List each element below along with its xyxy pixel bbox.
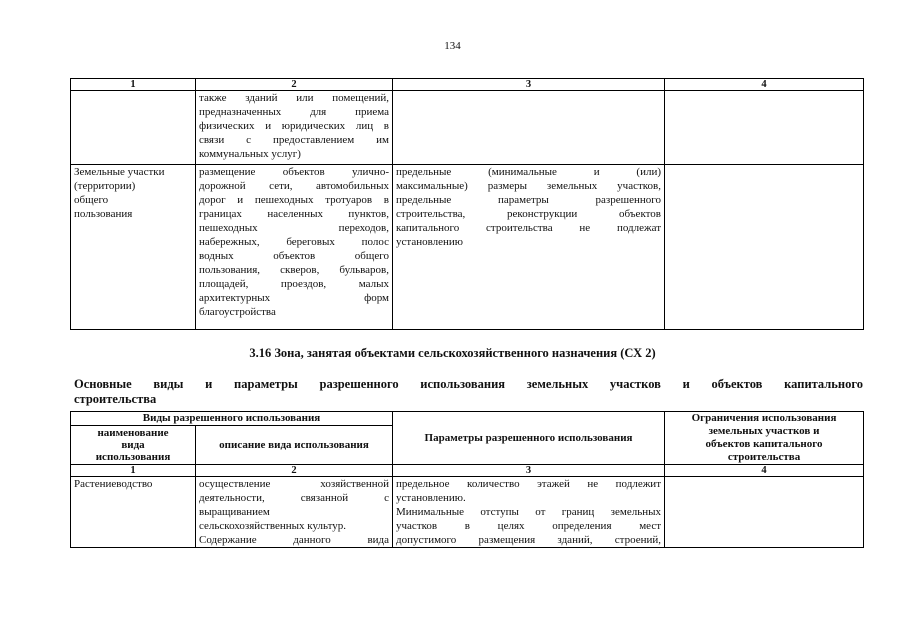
header-group: Виды разрешенного использования xyxy=(71,412,393,426)
header-row xyxy=(71,412,864,426)
header-params: Параметры разрешенного использования xyxy=(393,412,665,465)
header-name: наименование вида использования xyxy=(71,425,196,464)
cell-empty xyxy=(665,91,864,165)
col-number: 4 xyxy=(665,465,864,477)
col-number: 1 xyxy=(71,79,196,91)
col-number: 3 xyxy=(393,79,665,91)
cell-empty xyxy=(665,165,864,330)
cell-parameters: предельные (минимальные и (или) максимальные) размеры земельных участков, предельные параметры разрешенного строительства, реконструкции объектов капитального строительства не подлежат установлению xyxy=(393,165,665,330)
cell-empty xyxy=(71,91,196,165)
col-number: 1 xyxy=(71,465,196,477)
section-title: 3.16 Зона, занятая объектами сельскохозяйственного назначения (СХ 2) xyxy=(249,346,656,360)
column-numbers-row xyxy=(71,465,864,477)
table-row xyxy=(71,477,864,548)
table-row xyxy=(71,91,864,165)
cell-empty xyxy=(393,91,665,165)
header-description: описание вида использования xyxy=(196,425,393,464)
col-number: 3 xyxy=(393,465,665,477)
col-number: 2 xyxy=(196,465,393,477)
cell-name: Растениеводство xyxy=(71,477,196,548)
table-row xyxy=(71,165,864,330)
page-number: 134 xyxy=(444,40,461,52)
col-number: 4 xyxy=(665,79,864,91)
cell-empty xyxy=(665,477,864,548)
header-limits: Ограничения использования земельных участков и объектов капитального строительства xyxy=(665,412,864,465)
cell-name: Земельные участки (территории) общего пользования xyxy=(71,165,196,330)
cell-parameters: предельное количество этажей не подлежит установлению. Минимальные отступы от границ земельных участков в целях определения мест допустимого размещения зданий, строений, xyxy=(393,477,665,548)
column-numbers-row xyxy=(71,79,864,91)
section-subtitle: Основные виды и параметры разрешенного использования земельных участков и объектов капитального строительства xyxy=(74,377,863,406)
cell-description: осуществление хозяйственной деятельности, связанной с выращиванием сельскохозяйственных культур. Содержание данного вида xyxy=(196,477,393,548)
table-main-uses xyxy=(70,411,864,548)
cell-description: также зданий или помещений, предназначенных для приема физических и юридических лиц в связи с предоставлением им коммунальных услуг) xyxy=(196,91,393,165)
cell-description: размещение объектов улично- дорожной сети, автомобильных дорог и пешеходных тротуаров в границах населенных пунктов, пешеходных переходов, набережных, береговых полос водных объектов общего пользования, скверов, бульваров, площадей, проездов, малых архитектурных форм благоустройства xyxy=(196,165,393,330)
col-number: 2 xyxy=(196,79,393,91)
table-continued xyxy=(70,78,864,330)
